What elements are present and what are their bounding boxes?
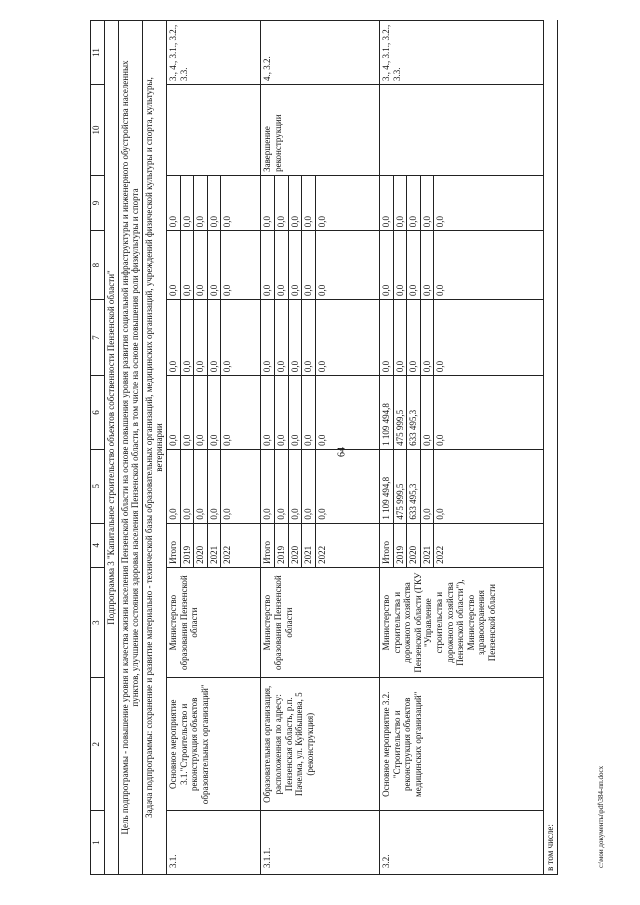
value-cell: 0,0: [288, 299, 302, 375]
year-cell: 2021: [420, 523, 434, 567]
year-cell: 2022: [315, 523, 379, 567]
value-cell: 0,0: [180, 299, 194, 375]
executor: Министерство образования Пензенской области: [261, 567, 379, 678]
measure-name: Образовательная организация, расположенная по адресу: Пензенская область, р.п. Пачелма, ул. Куйбышева, 5 (реконструкция): [261, 678, 379, 811]
value-cell: 0,0: [315, 299, 379, 375]
year-cell: Итого: [261, 523, 275, 567]
value-cell: 0,0: [261, 376, 275, 450]
value-cell: 0,0: [207, 376, 221, 450]
year-cell: Итого: [167, 523, 181, 567]
col-num: 4: [91, 523, 105, 567]
executor: Министерство образования Пензенской области: [167, 567, 261, 678]
col-num: 10: [91, 84, 105, 175]
value-cell: 0,0: [167, 175, 181, 230]
value-cell: 0,0: [275, 231, 289, 300]
year-cell: 2021: [302, 523, 316, 567]
value-cell: 0,0: [420, 175, 434, 230]
row-number: 3.2.: [379, 811, 543, 875]
value-cell: 0,0: [434, 299, 544, 375]
value-cell: 0,0: [434, 449, 544, 523]
footer-path: c:\мои документы\pdf\384-пп.docx: [597, 765, 605, 868]
year-cell: 2019: [393, 523, 407, 567]
value-cell: 0,0: [194, 299, 208, 375]
value-cell: 0,0: [315, 449, 379, 523]
value-cell: 0,0: [407, 231, 421, 300]
value-cell: 0,0: [393, 175, 407, 230]
subprogram-goal: Цель подпрограммы - повышение уровня и качества жизни населения Пензенской области на основе повышения уровня развития социальной инфраструктуры и инженерного обустройства населенных пунктов, улучшение состояния здоровья населения Пензенской области, в том числе на основе повышения роли физкультуры и спорта: [118, 21, 142, 875]
value-cell: 0,0: [261, 231, 275, 300]
value-cell: 0,0: [288, 175, 302, 230]
value-cell: 0,0: [379, 299, 393, 375]
year-cell: 2020: [288, 523, 302, 567]
program-table: [90, 20, 558, 875]
row-number: 3.1.1.: [261, 811, 379, 875]
expected-result: [167, 84, 261, 175]
col-num: 2: [91, 678, 105, 811]
rotated-table-sheet: [90, 20, 580, 875]
year-cell: 2022: [221, 523, 261, 567]
value-cell: 0,0: [288, 376, 302, 450]
col-num: 11: [91, 21, 105, 85]
value-cell: 0,0: [407, 175, 421, 230]
year-cell: 2020: [407, 523, 421, 567]
value-cell: 0,0: [420, 449, 434, 523]
column-number-row: [91, 21, 105, 875]
row-number: 3.1.: [167, 811, 261, 875]
measure-name: Основное мероприятие 3.1."Строительство и реконструкция объектов образовательных организаций": [167, 678, 261, 811]
year-cell: 2021: [207, 523, 221, 567]
col-num: 8: [91, 231, 105, 300]
col-num: 1: [91, 811, 105, 875]
value-cell: 0,0: [302, 299, 316, 375]
value-cell: 0,0: [261, 299, 275, 375]
indicator-link: 3., 4., 3.1., 3.2., 3.3.: [167, 21, 261, 85]
executor: Министерство строительства и дорожного хозяйства Пензенской области (ГКУ "Управление строительства и дорожного хозяйства Пензенской области"), Министерство здравоохранения Пензенской области: [379, 567, 543, 678]
value-cell: 0,0: [194, 231, 208, 300]
value-cell: 0,0: [393, 231, 407, 300]
value-cell: 0,0: [393, 299, 407, 375]
value-cell: 0,0: [221, 231, 261, 300]
value-cell: 0,0: [302, 376, 316, 450]
value-cell: 0,0: [302, 449, 316, 523]
value-cell: 0,0: [167, 376, 181, 450]
value-cell: 0,0: [261, 449, 275, 523]
value-cell: 0,0: [275, 376, 289, 450]
value-cell: 0,0: [288, 231, 302, 300]
value-cell: 0,0: [407, 299, 421, 375]
value-cell: 0,0: [275, 299, 289, 375]
value-cell: 633 495,3: [407, 376, 421, 450]
value-cell: 0,0: [194, 449, 208, 523]
value-cell: 0,0: [207, 299, 221, 375]
year-cell: 2019: [180, 523, 194, 567]
table-row: [167, 21, 181, 875]
subprogram-title: Подпрограмма 3 "Капитальное строительство объектов собственности Пензенской области": [105, 21, 119, 875]
value-cell: 0,0: [302, 231, 316, 300]
subprogram-task: Задача подпрограммы: сохранение и развитие материально - технической базы образовательных организаций, медицинских организаций, учреждений физической культуры и спорта, культуры, ветеринарии: [142, 21, 166, 875]
expected-result: Завершение реконструкции: [261, 84, 379, 175]
value-cell: 0,0: [221, 175, 261, 230]
value-cell: 0,0: [302, 175, 316, 230]
value-cell: 0,0: [275, 175, 289, 230]
value-cell: 0,0: [221, 376, 261, 450]
value-cell: 0,0: [167, 231, 181, 300]
value-cell: 0,0: [434, 175, 544, 230]
value-cell: 0,0: [315, 231, 379, 300]
measure-name: Основное мероприятие 3.2. "Строительство и реконструкция объектов медицинских организаций": [379, 678, 543, 811]
value-cell: 0,0: [420, 231, 434, 300]
col-num: 5: [91, 449, 105, 523]
value-cell: 0,0: [379, 231, 393, 300]
value-cell: 0,0: [194, 376, 208, 450]
col-num: 9: [91, 175, 105, 230]
value-cell: 1 109 494,8: [379, 449, 393, 523]
year-cell: 2022: [434, 523, 544, 567]
indicator-link: 4., 3.2.: [261, 21, 379, 85]
value-cell: 0,0: [167, 449, 181, 523]
value-cell: 0,0: [207, 231, 221, 300]
value-cell: 0,0: [434, 231, 544, 300]
in-total-label: в том числе:: [544, 21, 558, 875]
col-num: 3: [91, 567, 105, 678]
value-cell: 0,0: [194, 175, 208, 230]
value-cell: 0,0: [379, 175, 393, 230]
value-cell: 633 495,3: [407, 449, 421, 523]
value-cell: 0,0: [261, 175, 275, 230]
col-num: 6: [91, 376, 105, 450]
value-cell: 0,0: [180, 449, 194, 523]
value-cell: 0,0: [315, 175, 379, 230]
value-cell: 0,0: [420, 299, 434, 375]
value-cell: 1 109 494,8: [379, 376, 393, 450]
value-cell: 0,0: [434, 376, 544, 450]
table-row: [379, 21, 393, 875]
col-num: 7: [91, 299, 105, 375]
value-cell: 0,0: [221, 299, 261, 375]
value-cell: 475 999,5: [393, 376, 407, 450]
page-number: 64: [336, 447, 348, 457]
value-cell: 0,0: [180, 231, 194, 300]
value-cell: 0,0: [315, 376, 379, 450]
value-cell: 0,0: [180, 376, 194, 450]
year-cell: 2020: [194, 523, 208, 567]
value-cell: 0,0: [207, 175, 221, 230]
value-cell: 475 999,5: [393, 449, 407, 523]
value-cell: 0,0: [275, 449, 289, 523]
year-cell: 2019: [275, 523, 289, 567]
expected-result: [379, 84, 543, 175]
value-cell: 0,0: [207, 449, 221, 523]
value-cell: 0,0: [420, 376, 434, 450]
value-cell: 0,0: [167, 299, 181, 375]
indicator-link: 3., 4., 3.1., 3.2., 3.3.: [379, 21, 543, 85]
table-row: [261, 21, 275, 875]
value-cell: 0,0: [221, 449, 261, 523]
value-cell: 0,0: [180, 175, 194, 230]
value-cell: 0,0: [288, 449, 302, 523]
year-cell: Итого: [379, 523, 393, 567]
